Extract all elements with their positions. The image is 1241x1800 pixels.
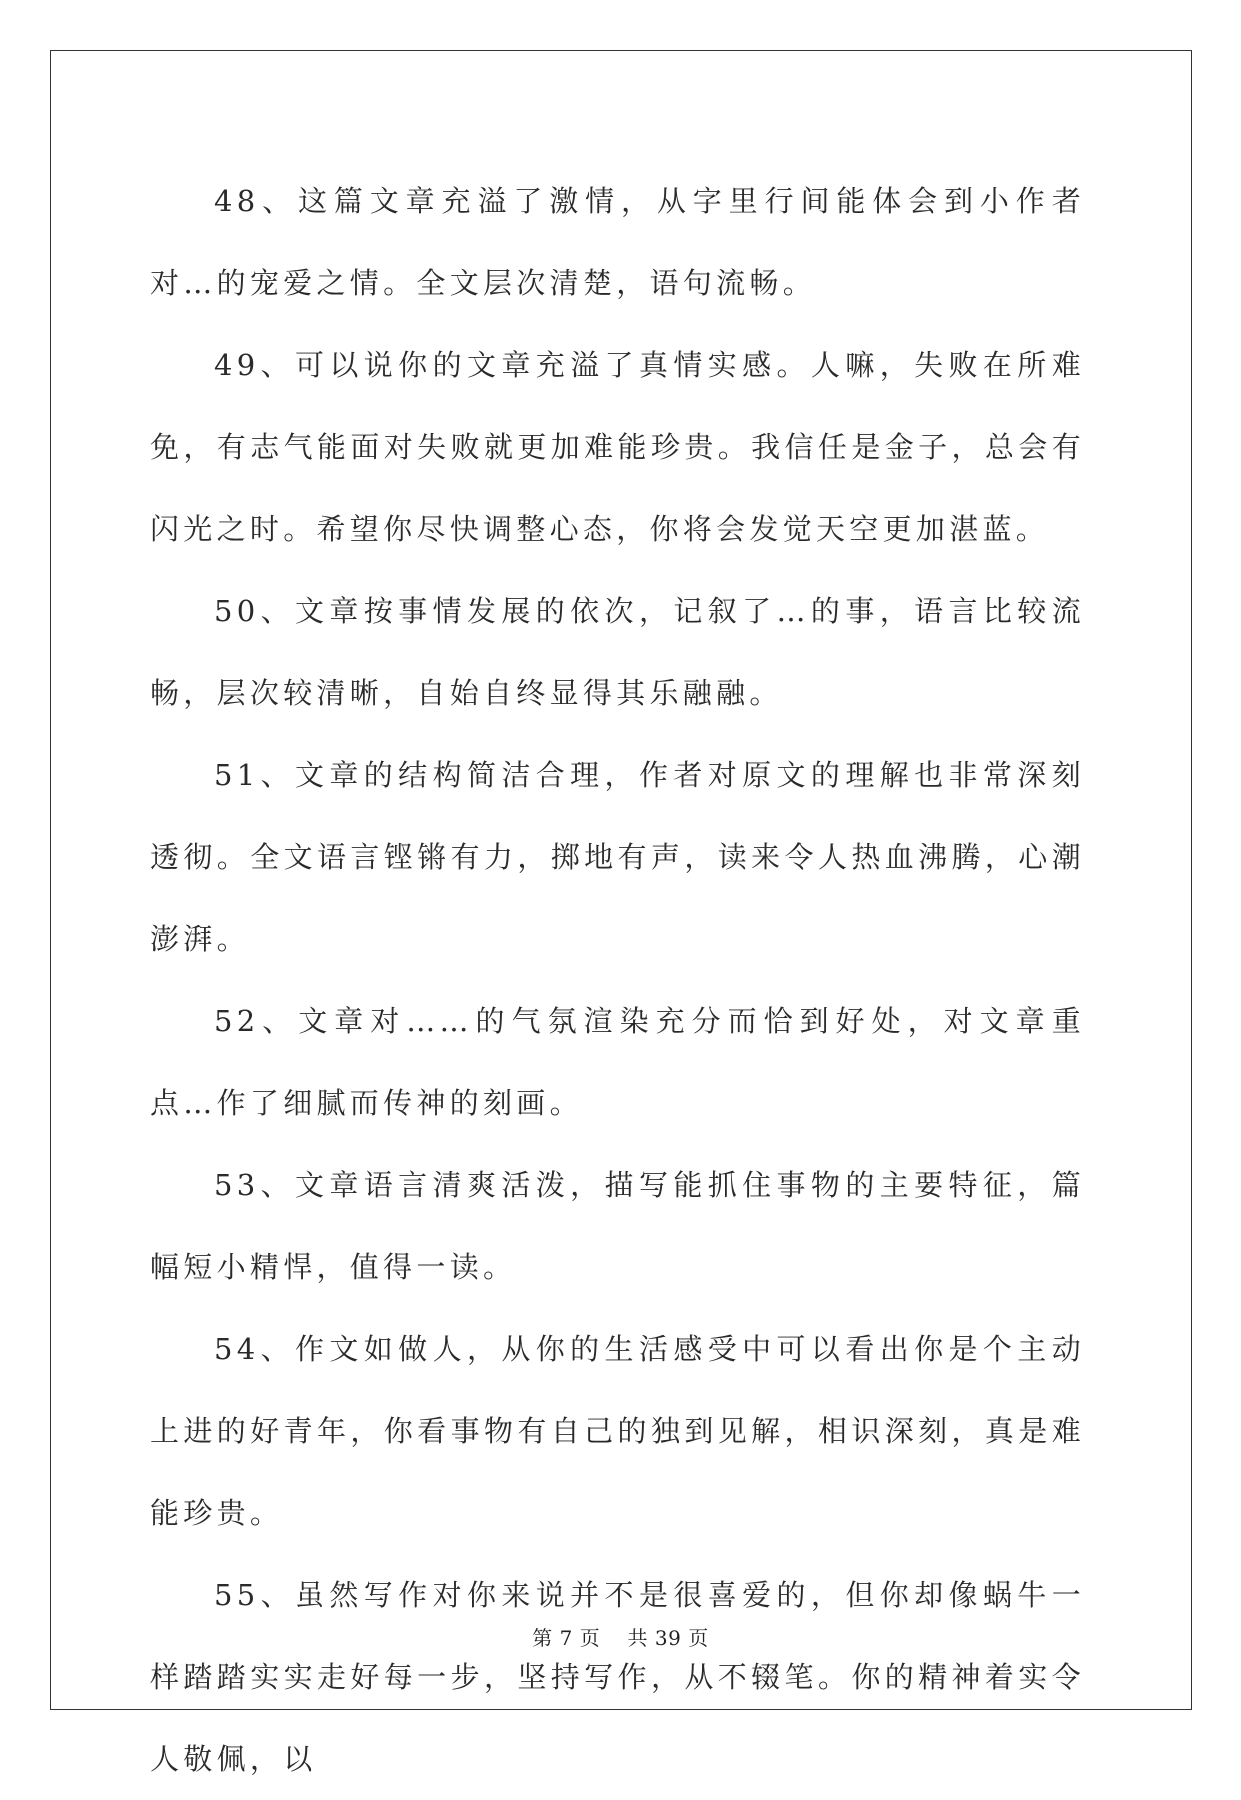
paragraph-48: 48、这篇文章充溢了激情，从字里行间能体会到小作者对…的宠爱之情。全文层次清楚，语句流畅。 [150, 184, 1085, 300]
document-body [150, 160, 1085, 1800]
paragraph-55: 55、虽然写作对你来说并不是很喜爱的，但你却像蜗牛一样踏踏实实走好每一步，坚持写作，从不辍笔。你的精神着实令人敬佩，以 [150, 1578, 1085, 1776]
paragraph-49: 49、可以说你的文章充溢了真情实感。人嘛，失败在所难免，有志气能面对失败就更加难能珍贵。我信任是金子，总会有闪光之时。希望你尽快调整心态，你将会发觉天空更加湛蓝。 [150, 348, 1085, 546]
paragraph-54: 54、作文如做人，从你的生活感受中可以看出你是个主动上进的好青年，你看事物有自己的独到见解，相识深刻，真是难能珍贵。 [150, 1332, 1085, 1530]
paragraph-52: 52、文章对……的气氛渲染充分而恰到好处，对文章重点…作了细腻而传神的刻画。 [150, 1004, 1085, 1120]
paragraph-50: 50、文章按事情发展的依次，记叙了…的事，语言比较流畅，层次较清晰，自始自终显得其乐融融。 [150, 594, 1085, 710]
paragraph-51: 51、文章的结构简洁合理，作者对原文的理解也非常深刻透彻。全文语言铿锵有力，掷地有声，读来令人热血沸腾，心潮澎湃。 [150, 758, 1085, 956]
page-number-footer: 第 7 页 共 39 页 [532, 1626, 709, 1650]
paragraph-53: 53、文章语言清爽活泼，描写能抓住事物的主要特征，篇幅短小精悍，值得一读。 [150, 1168, 1085, 1284]
